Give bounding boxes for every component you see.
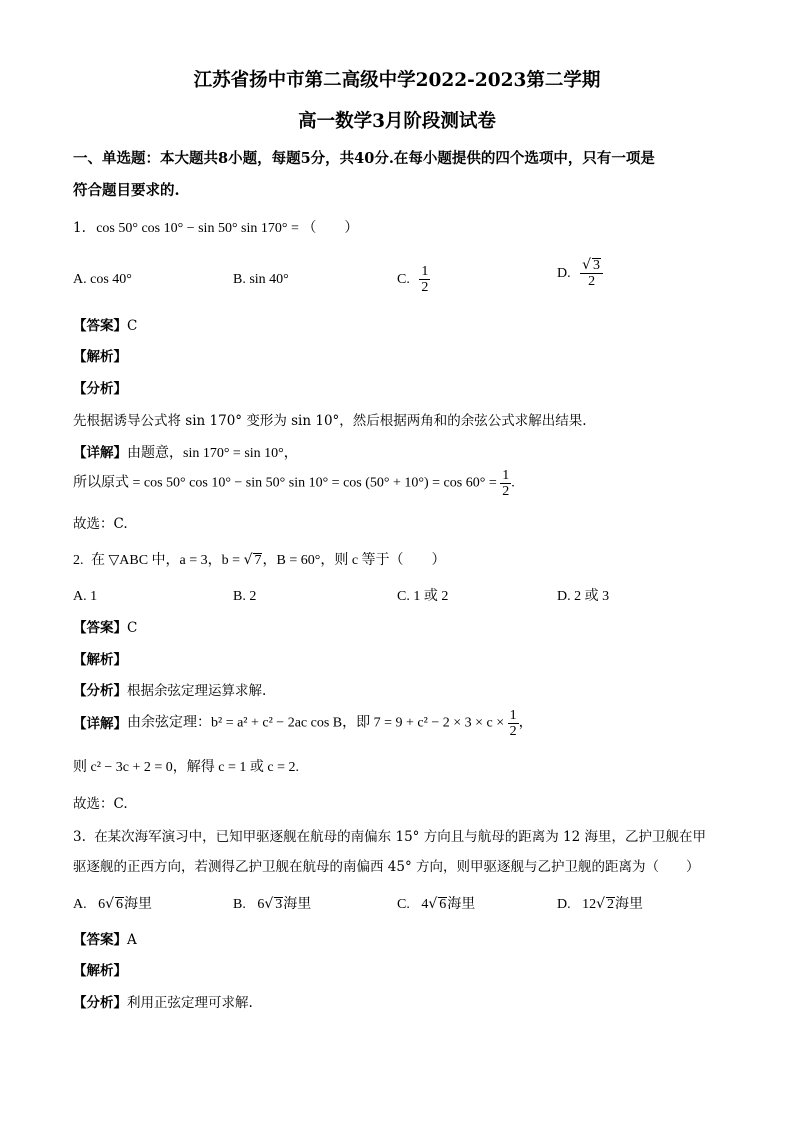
q2-answer xyxy=(73,620,137,636)
q2-detail xyxy=(73,708,533,740)
q1-step-num: 1 xyxy=(502,468,510,483)
sqrt-icon: √ xyxy=(105,896,115,912)
q1-option-d-den: 2 xyxy=(588,274,596,290)
q1-option-d-label: D. xyxy=(557,266,571,282)
answer-label: 【答案】 xyxy=(73,318,127,334)
q1-option-c xyxy=(397,264,430,296)
q2-detail-fraction xyxy=(508,708,519,740)
q1-detail-text: 由题意，sin 170° = sin 10°， xyxy=(127,446,298,461)
q2-stem xyxy=(73,552,446,570)
q3-stem-line2: 驱逐舰的正西方向，若测得乙护卫舰在航母的南偏西 45° 方向，则甲驱逐舰与乙护卫舰的距离为（ ） xyxy=(73,859,700,875)
q1-option-c-num: 1 xyxy=(421,264,429,279)
q1-option-c-fraction xyxy=(419,264,430,296)
q1-step-den: 2 xyxy=(502,484,510,500)
q1-answer xyxy=(73,318,137,334)
q2-option-b: B. 2 xyxy=(233,589,257,604)
q1-stem xyxy=(73,220,358,238)
q2-fenxi xyxy=(73,683,266,699)
q3-option-b xyxy=(233,896,311,914)
q1-option-d-num: 3 xyxy=(593,258,601,273)
q3-option-d-unit: 海里 xyxy=(615,897,644,912)
q3-analysis-label: 【解析】 xyxy=(73,963,127,979)
choose-label: 故选： xyxy=(73,516,114,532)
q2-number: 2. xyxy=(73,553,84,568)
detail-label: 【详解】 xyxy=(73,445,127,461)
q1-option-d-fraction xyxy=(580,258,603,290)
q2-detail-end: ， xyxy=(518,715,533,731)
q1-stem-text: cos 50° cos 10° − sin 50° sin 170° = （ ） xyxy=(96,221,359,236)
page-title: 江苏省扬中市第二高级中学2022-2023第二学期 xyxy=(193,70,601,91)
q3-option-d-label: D. xyxy=(557,897,571,912)
page-subtitle: 高一数学3月阶段测试卷 xyxy=(298,111,496,132)
answer-label: 【答案】 xyxy=(73,932,127,948)
q3-option-a-coef: 6 xyxy=(98,897,106,912)
q2-detail-text: 由余弦定理：b² = a² + c² − 2ac cos B，即 7 = 9 + c² − 2 × 3 × c × xyxy=(127,715,505,731)
section-heading: 一、单选题：本大题共8小题，每题5分，共40分.在每小题提供的四个选项中，只有一项是 xyxy=(73,150,655,167)
q2-step: 则 c² − 3c + 2 = 0，解得 c = 1 或 c = 2. xyxy=(73,760,300,775)
q3-stem-line1: 在某次海军演习中，已知甲驱逐舰在航母的南偏东 15° 方向且与航母的距离为 12 海里，乙护卫舰在甲 xyxy=(94,829,706,845)
q1-option-b: B. sin 40° xyxy=(233,272,289,287)
q2-choose-value: C. xyxy=(113,796,128,812)
q3-stem xyxy=(73,829,706,845)
q3-option-c-coef: 4 xyxy=(421,897,429,912)
q2-stem-a: 在 ▽ABC 中，a = 3，b = xyxy=(91,553,241,568)
fenxi-label: 【分析】 xyxy=(73,995,127,1011)
q2-detail-den: 2 xyxy=(509,724,517,740)
fenxi-label: 【分析】 xyxy=(73,683,127,699)
sqrt-icon: √ xyxy=(428,896,438,912)
q2-option-c: C. 1 或 2 xyxy=(397,589,449,604)
q3-option-d xyxy=(557,896,643,914)
q3-option-d-coef: 12 xyxy=(582,897,597,912)
q2-fenxi-text: 根据余弦定理运算求解. xyxy=(127,683,267,699)
q3-option-a-label: A. xyxy=(73,897,87,912)
q3-option-b-label: B. xyxy=(233,897,246,912)
q3-option-a-radicand: 6 xyxy=(116,897,124,912)
q3-answer-value: A xyxy=(127,932,137,948)
q2-option-a: A. 1 xyxy=(73,589,98,604)
q2-answer-value: C xyxy=(127,620,138,636)
q1-option-d-num-wrap xyxy=(580,258,603,274)
detail-label: 【详解】 xyxy=(73,715,127,732)
q3-number: 3. xyxy=(73,829,86,845)
q1-number: 1. xyxy=(73,220,86,236)
sqrt-icon: √ xyxy=(582,257,592,273)
q1-answer-value: C xyxy=(127,318,138,334)
q3-option-a xyxy=(73,896,152,914)
q1-step-fraction xyxy=(500,468,511,500)
q3-fenxi-text: 利用正弦定理可求解. xyxy=(127,995,253,1011)
q1-option-a: A. cos 40° xyxy=(73,272,132,287)
q2-stem-radicand: 7 xyxy=(254,553,262,568)
q3-option-c-radicand: 6 xyxy=(439,897,447,912)
q1-detail xyxy=(73,445,298,463)
choose-label: 故选： xyxy=(73,796,114,812)
q3-answer xyxy=(73,932,137,948)
q1-fenxi-text: 先根据诱导公式将 sin 170° 变形为 sin 10°，然后根据两角和的余弦公式求解出结果. xyxy=(73,413,587,429)
q2-detail-num: 1 xyxy=(509,708,517,723)
q1-analysis-label: 【解析】 xyxy=(73,349,127,365)
q1-step xyxy=(73,468,515,500)
sqrt-icon: √ xyxy=(264,896,274,912)
q1-step-end: . xyxy=(511,475,515,491)
q2-stem-b: ，B = 60°，则 c 等于（ ） xyxy=(262,553,446,568)
q3-option-b-radicand: 3 xyxy=(275,897,283,912)
q3-option-b-coef: 6 xyxy=(257,897,265,912)
q3-option-c-unit: 海里 xyxy=(447,897,476,912)
q2-analysis-label: 【解析】 xyxy=(73,652,127,668)
q3-option-b-unit: 海里 xyxy=(283,897,312,912)
q2-option-d: D. 2 或 3 xyxy=(557,589,610,604)
q3-fenxi xyxy=(73,995,253,1011)
q3-option-c-label: C. xyxy=(397,897,410,912)
q1-option-d xyxy=(557,258,603,290)
answer-label: 【答案】 xyxy=(73,620,127,636)
q1-option-c-den: 2 xyxy=(421,280,429,296)
sqrt-icon: √ xyxy=(243,552,253,568)
q2-choose xyxy=(73,796,128,812)
q1-step-text: 所以原式 = cos 50° cos 10° − sin 50° sin 10° = cos (50° + 10°) = cos 60° = xyxy=(73,475,497,491)
section-heading-cont: 符合题目要求的. xyxy=(73,182,180,199)
q3-option-a-unit: 海里 xyxy=(124,897,153,912)
q3-option-c xyxy=(397,896,475,914)
q1-fenxi-label: 【分析】 xyxy=(73,381,127,397)
q1-option-c-label: C. xyxy=(397,272,410,288)
q1-choose xyxy=(73,516,128,532)
q3-option-d-radicand: 2 xyxy=(607,897,615,912)
q1-choose-value: C. xyxy=(113,516,128,532)
sqrt-icon: √ xyxy=(596,896,606,912)
